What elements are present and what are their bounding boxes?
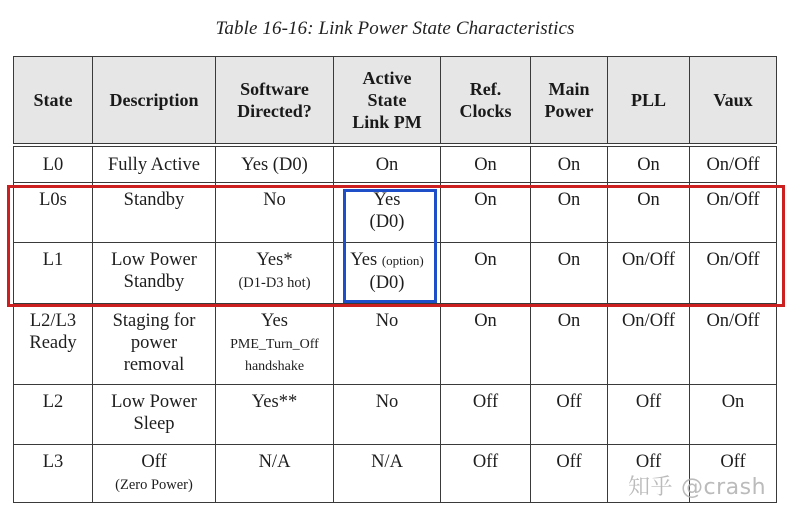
cell-description: Off (Zero Power) <box>93 445 216 503</box>
cell-aslpm: On <box>334 145 441 183</box>
header-ref-clocks: Ref. Clocks <box>441 57 531 146</box>
cell-main-power: On <box>531 243 608 304</box>
cell-vaux: On/Off <box>690 243 777 304</box>
cell-description: Low Power Sleep <box>93 385 216 445</box>
cell-vaux: Off <box>690 445 777 503</box>
table-row-l2 <box>14 385 777 445</box>
cell-aslpm: Yes (D0) <box>334 183 441 243</box>
watermark-platform: 知乎 <box>628 475 674 500</box>
cell-state: L0 <box>14 145 93 183</box>
header-row <box>14 57 777 146</box>
cell-vaux: On/Off <box>690 183 777 243</box>
cell-ref-clocks: On <box>441 145 531 183</box>
cell-pll: On/Off <box>608 304 690 385</box>
cell-software-directed: Yes* (D1-D3 hot) <box>216 243 334 304</box>
cell-description: Fully Active <box>93 145 216 183</box>
cell-ref-clocks: On <box>441 243 531 304</box>
header-description: Description <box>93 57 216 146</box>
cell-state: L1 <box>14 243 93 304</box>
header-active-state-link-pm: Active State Link PM <box>334 57 441 146</box>
cell-main-power: On <box>531 183 608 243</box>
cell-ref-clocks: On <box>441 304 531 385</box>
link-power-state-table <box>13 56 777 503</box>
cell-main-power: On <box>531 145 608 183</box>
cell-vaux: On/Off <box>690 145 777 183</box>
cell-aslpm: No <box>334 385 441 445</box>
cell-software-directed: Yes PME_Turn_Off handshake <box>216 304 334 385</box>
cell-aslpm: Yes (option) (D0) <box>334 243 441 304</box>
cell-description: Staging for power removal <box>93 304 216 385</box>
watermark <box>628 470 766 501</box>
table-row-l0 <box>14 145 777 183</box>
cell-pll: On/Off <box>608 243 690 304</box>
cell-ref-clocks: Off <box>441 445 531 503</box>
cell-main-power: Off <box>531 445 608 503</box>
cell-state: L0s <box>14 183 93 243</box>
header-pll: PLL <box>608 57 690 146</box>
cell-description: Low Power Standby <box>93 243 216 304</box>
cell-pll: Off <box>608 385 690 445</box>
cell-main-power: Off <box>531 385 608 445</box>
cell-ref-clocks: On <box>441 183 531 243</box>
header-state: State <box>14 57 93 146</box>
cell-state: L2 <box>14 385 93 445</box>
cell-pll: Off <box>608 445 690 503</box>
table-row-l1 <box>14 243 777 304</box>
cell-software-directed: No <box>216 183 334 243</box>
table-caption: Table 16-16: Link Power State Characteristics <box>215 18 575 39</box>
cell-software-directed: N/A <box>216 445 334 503</box>
cell-aslpm: N/A <box>334 445 441 503</box>
cell-state: L3 <box>14 445 93 503</box>
cell-pll: On <box>608 183 690 243</box>
cell-pll: On <box>608 145 690 183</box>
table-row-l2-l3-ready <box>14 304 777 385</box>
cell-vaux: On <box>690 385 777 445</box>
header-vaux: Vaux <box>690 57 777 146</box>
watermark-handle: @crash <box>681 475 767 500</box>
cell-ref-clocks: Off <box>441 385 531 445</box>
header-software-directed: Software Directed? <box>216 57 334 146</box>
cell-software-directed: Yes (D0) <box>216 145 334 183</box>
cell-vaux: On/Off <box>690 304 777 385</box>
cell-state: L2/L3 Ready <box>14 304 93 385</box>
table-row-l0s <box>14 183 777 243</box>
cell-aslpm: No <box>334 304 441 385</box>
header-main-power: Main Power <box>531 57 608 146</box>
cell-main-power: On <box>531 304 608 385</box>
cell-description: Standby <box>93 183 216 243</box>
cell-software-directed: Yes** <box>216 385 334 445</box>
